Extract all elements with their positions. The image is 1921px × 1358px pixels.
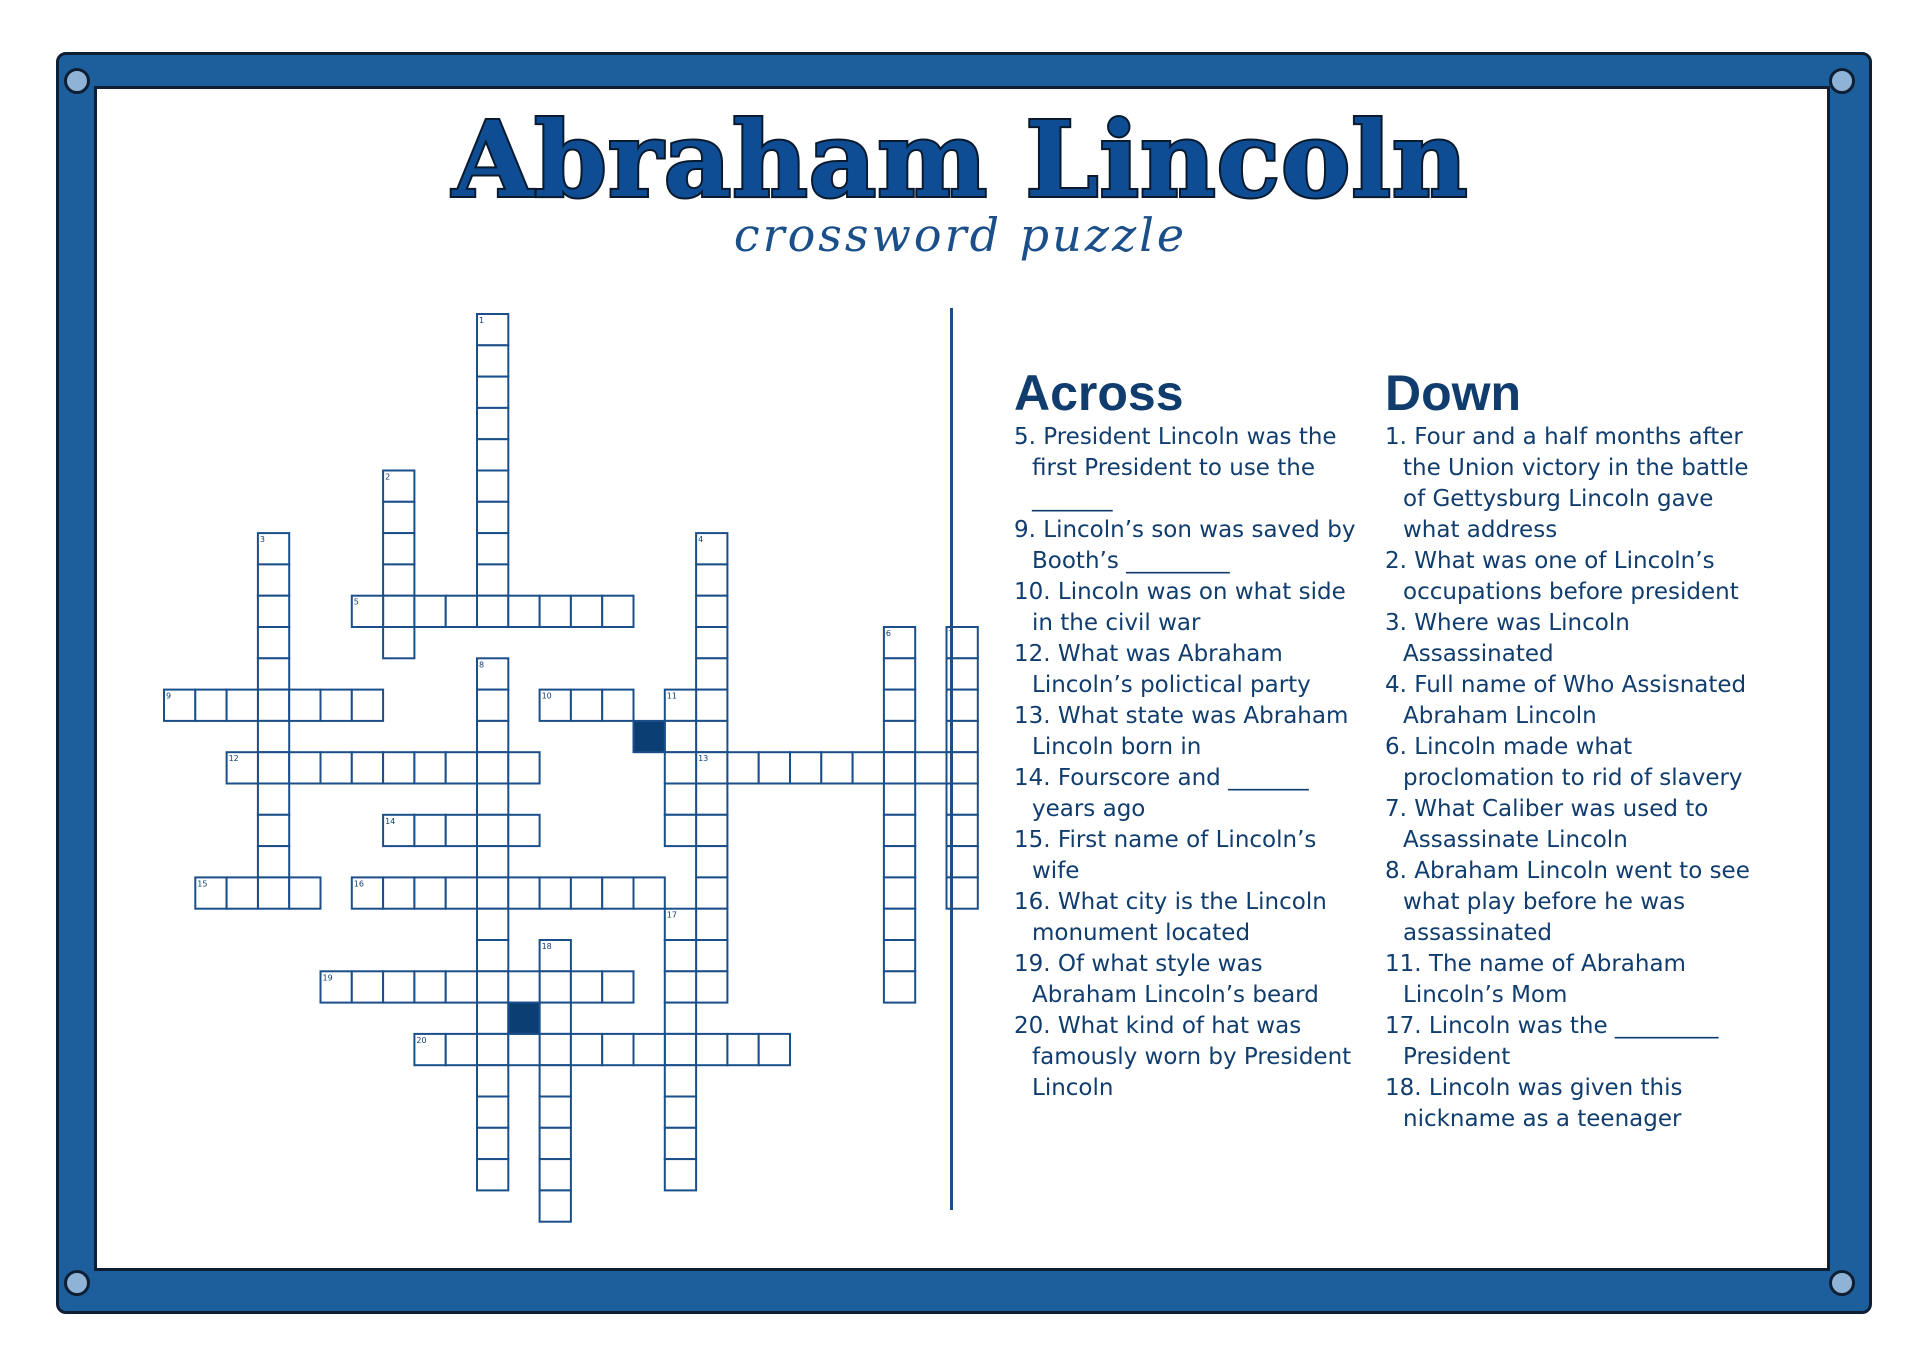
- down-clue: 1. Four and a half months after the Union victory in the battle of Gettysburg Lincoln gave what address: [1385, 424, 1749, 543]
- grid-cell[interactable]: [477, 690, 508, 721]
- grid-cell[interactable]: [477, 1159, 508, 1190]
- grid-cell[interactable]: [571, 690, 602, 721]
- grid-cell[interactable]: [414, 752, 445, 783]
- grid-cell[interactable]: [884, 815, 915, 846]
- grid-cell[interactable]: [727, 752, 758, 783]
- grid-cell[interactable]: [696, 690, 727, 721]
- grid-cell[interactable]: [634, 1034, 665, 1065]
- clue-number: 8: [479, 660, 485, 670]
- grid-cell[interactable]: [258, 690, 289, 721]
- down-clues: [1385, 365, 1770, 1135]
- grid-cell[interactable]: [540, 971, 571, 1002]
- grid-cell[interactable]: [477, 439, 508, 470]
- grid-cell[interactable]: [884, 784, 915, 815]
- grid-cell[interactable]: [884, 909, 915, 940]
- grid-cell[interactable]: [446, 596, 477, 627]
- grid-cell[interactable]: [477, 721, 508, 752]
- grid-cell[interactable]: [414, 877, 445, 908]
- grid-cell[interactable]: [696, 815, 727, 846]
- grid-cell[interactable]: [477, 784, 508, 815]
- grid-cell[interactable]: [477, 564, 508, 595]
- clue-number: 12: [228, 754, 239, 764]
- down-clue: 11. The name of Abraham Lincoln’s Mom: [1385, 951, 1686, 1008]
- grid-cell[interactable]: [477, 1128, 508, 1159]
- grid-cell[interactable]: [540, 1003, 571, 1034]
- clue-number: 18: [541, 942, 552, 951]
- grid-cell[interactable]: [665, 784, 696, 815]
- grid-cell[interactable]: [477, 846, 508, 877]
- across-clue: 12. What was Abraham Lincoln’s polictical party: [1014, 641, 1311, 698]
- clue-number: 11: [666, 691, 677, 701]
- grid-cell[interactable]: [289, 690, 320, 721]
- down-clue: 7. What Caliber was used to Assassinate Lincoln: [1385, 796, 1709, 853]
- grid-cell[interactable]: [665, 752, 696, 783]
- grid-cell[interactable]: [727, 1034, 758, 1065]
- grid-cell[interactable]: [477, 971, 508, 1002]
- grid-cell[interactable]: [477, 377, 508, 408]
- grid-cell[interactable]: [884, 721, 915, 752]
- across-clue: 15. First name of Lincoln’s wife: [1014, 827, 1317, 884]
- grid-cell[interactable]: [821, 752, 852, 783]
- grid-cell[interactable]: [602, 596, 633, 627]
- grid-cell[interactable]: [540, 1128, 571, 1159]
- grid-cell[interactable]: [540, 877, 571, 908]
- grid-cell[interactable]: [602, 971, 633, 1002]
- down-clue: 3. Where was Lincoln Assassinated: [1385, 610, 1630, 667]
- grid-cell[interactable]: [665, 1159, 696, 1190]
- grid-cell[interactable]: [696, 721, 727, 752]
- grid-cell[interactable]: [665, 721, 696, 752]
- grid-cell[interactable]: [508, 1034, 539, 1065]
- grid-cell[interactable]: [258, 721, 289, 752]
- grid-cell[interactable]: [258, 784, 289, 815]
- grid-cell[interactable]: [446, 1034, 477, 1065]
- grid-cell[interactable]: [884, 940, 915, 971]
- grid-cell[interactable]: [258, 596, 289, 627]
- grid-cell[interactable]: [383, 971, 414, 1002]
- grid-cell[interactable]: [884, 846, 915, 877]
- across-clue: 9. Lincoln’s son was saved by Booth’s _________: [1014, 517, 1356, 574]
- page-title: Abraham Lincoln: [452, 98, 1469, 221]
- grid-cell[interactable]: [383, 533, 414, 564]
- down-clue: 2. What was one of Lincoln’s occupations before president: [1385, 548, 1739, 605]
- grid-cell[interactable]: [696, 564, 727, 595]
- grid-cell[interactable]: [477, 752, 508, 783]
- grid-cell[interactable]: [665, 1034, 696, 1065]
- grid-cell[interactable]: [853, 752, 884, 783]
- down-clue: 18. Lincoln was given this nickname as a teenager: [1385, 1075, 1683, 1132]
- grid-cell[interactable]: [383, 627, 414, 658]
- clue-number: 20: [416, 1035, 427, 1045]
- grid-cell[interactable]: [696, 596, 727, 627]
- grid-cell[interactable]: [477, 1003, 508, 1034]
- shaded-cell: [508, 1003, 539, 1034]
- grid-cell[interactable]: [696, 877, 727, 908]
- grid-cell[interactable]: [540, 1159, 571, 1190]
- grid-cell[interactable]: [665, 1128, 696, 1159]
- grid-cell[interactable]: [258, 877, 289, 908]
- grid-cell[interactable]: [446, 815, 477, 846]
- down-clue: 4. Full name of Who Assisnated Abraham Lincoln: [1385, 672, 1747, 729]
- grid-cell[interactable]: [696, 658, 727, 689]
- grid-cell[interactable]: [321, 752, 352, 783]
- clue-number: 2: [385, 472, 391, 482]
- grid-cell[interactable]: [477, 408, 508, 439]
- grid-cell[interactable]: [477, 940, 508, 971]
- grid-cell[interactable]: [665, 940, 696, 971]
- grid-cell[interactable]: [258, 564, 289, 595]
- clue-number: 6: [885, 629, 891, 638]
- grid-cell[interactable]: [258, 846, 289, 877]
- grid-cell[interactable]: [665, 971, 696, 1002]
- down-heading: Down: [1385, 365, 1522, 421]
- grid-cell[interactable]: [477, 345, 508, 376]
- grid-cell[interactable]: [414, 815, 445, 846]
- grid-cell[interactable]: [321, 690, 352, 721]
- clue-number: 1: [479, 316, 485, 325]
- grid-cell[interactable]: [759, 1034, 790, 1065]
- grid-cell[interactable]: [696, 940, 727, 971]
- grid-cell[interactable]: [477, 1065, 508, 1096]
- grid-cell[interactable]: [634, 877, 665, 908]
- grid-cell[interactable]: [884, 971, 915, 1002]
- clue-number: 10: [541, 691, 552, 701]
- shaded-cell: [634, 721, 665, 752]
- clue-number: 15: [197, 879, 208, 889]
- clue-number: 16: [353, 879, 364, 889]
- grid-cell[interactable]: [508, 815, 539, 846]
- clue-number: 17: [666, 910, 677, 920]
- across-clue: 20. What kind of hat was famously worn by President Lincoln: [1014, 1013, 1352, 1101]
- grid-cell[interactable]: [696, 846, 727, 877]
- across-clue: 14. Fourscore and _______ years ago: [1014, 765, 1309, 822]
- grid-cell[interactable]: [258, 752, 289, 783]
- grid-cell[interactable]: [477, 1034, 508, 1065]
- clue-number: 9: [166, 691, 172, 701]
- grid-cell[interactable]: [571, 971, 602, 1002]
- across-clue: 13. What state was Abraham Lincoln born in: [1014, 703, 1349, 760]
- grid-cell[interactable]: [477, 596, 508, 627]
- grid-cell[interactable]: [602, 690, 633, 721]
- grid-cell[interactable]: [289, 752, 320, 783]
- grid-cell[interactable]: [915, 752, 946, 783]
- grid-cell[interactable]: [258, 627, 289, 658]
- grid-cell[interactable]: [352, 971, 383, 1002]
- grid-cell[interactable]: [665, 1097, 696, 1128]
- grid-cell[interactable]: [602, 877, 633, 908]
- across-clue: 5. President Lincoln was the first President to use the _______: [1014, 424, 1337, 512]
- across-clue: 10. Lincoln was on what side in the civil war: [1014, 579, 1346, 636]
- grid-cell[interactable]: [227, 690, 258, 721]
- grid-cell[interactable]: [477, 877, 508, 908]
- grid-cell[interactable]: [508, 971, 539, 1002]
- down-clue: 8. Abraham Lincoln went to see what play before he was assassinated: [1385, 858, 1750, 946]
- grid-cell[interactable]: [383, 877, 414, 908]
- grid-cell[interactable]: [508, 752, 539, 783]
- clue-number: 3: [259, 535, 265, 545]
- grid-cell[interactable]: [446, 752, 477, 783]
- grid-cell[interactable]: [540, 1065, 571, 1096]
- grid-cell[interactable]: [884, 877, 915, 908]
- grid-cell[interactable]: [571, 1034, 602, 1065]
- grid-cell[interactable]: [414, 596, 445, 627]
- grid-cell[interactable]: [508, 596, 539, 627]
- grid-cell[interactable]: [759, 752, 790, 783]
- grid-cell[interactable]: [414, 971, 445, 1002]
- grid-cell[interactable]: [665, 1003, 696, 1034]
- grid-cell[interactable]: [383, 752, 414, 783]
- grid-cell[interactable]: [477, 815, 508, 846]
- grid-cell[interactable]: [696, 971, 727, 1002]
- grid-cell[interactable]: [383, 564, 414, 595]
- grid-cell[interactable]: [665, 1065, 696, 1096]
- across-clues: [1014, 365, 1364, 1104]
- grid-cell[interactable]: [289, 877, 320, 908]
- grid-cell[interactable]: [477, 471, 508, 502]
- grid-cell[interactable]: [352, 752, 383, 783]
- grid-cell[interactable]: [540, 596, 571, 627]
- clue-number: 5: [353, 597, 359, 607]
- grid-cell[interactable]: [477, 1097, 508, 1128]
- grid-cell[interactable]: [477, 909, 508, 940]
- grid-cell[interactable]: [571, 596, 602, 627]
- grid-cell[interactable]: [696, 784, 727, 815]
- grid-cell[interactable]: [508, 877, 539, 908]
- grid-cell[interactable]: [446, 971, 477, 1002]
- grid-cell[interactable]: [884, 690, 915, 721]
- grid-cell[interactable]: [790, 752, 821, 783]
- grid-cell[interactable]: [540, 1097, 571, 1128]
- grid-cell[interactable]: [696, 1034, 727, 1065]
- across-heading: Across: [1014, 365, 1184, 421]
- grid-cell[interactable]: [195, 690, 226, 721]
- grid-cell[interactable]: [383, 596, 414, 627]
- grid-cell[interactable]: [884, 658, 915, 689]
- clue-number: 4: [698, 535, 704, 545]
- grid-cell[interactable]: [540, 1034, 571, 1065]
- clue-number: 19: [322, 973, 333, 983]
- grid-cell[interactable]: [258, 658, 289, 689]
- across-clue: 19. Of what style was Abraham Lincoln’s beard: [1014, 951, 1319, 1008]
- down-clue: 6. Lincoln made what proclomation to rid of slavery: [1385, 734, 1743, 791]
- grid-cell[interactable]: [477, 533, 508, 564]
- grid-cell[interactable]: [602, 1034, 633, 1065]
- grid-cell[interactable]: [540, 1190, 571, 1221]
- grid-cell[interactable]: [258, 815, 289, 846]
- clue-number: 14: [385, 816, 396, 826]
- down-clue: 17. Lincoln was the _________ President: [1385, 1013, 1719, 1070]
- page-subtitle: crossword puzzle: [733, 208, 1188, 262]
- grid-cell[interactable]: [665, 815, 696, 846]
- grid-cell[interactable]: [477, 502, 508, 533]
- grid-cell[interactable]: [884, 752, 915, 783]
- grid-cell[interactable]: [446, 877, 477, 908]
- grid-cell[interactable]: [352, 690, 383, 721]
- grid-cell[interactable]: [571, 877, 602, 908]
- clue-number: 13: [698, 754, 709, 764]
- across-clue: 16. What city is the Lincoln monument located: [1014, 889, 1327, 946]
- grid-cell[interactable]: [696, 627, 727, 658]
- grid-cell[interactable]: [696, 909, 727, 940]
- grid-cell[interactable]: [227, 877, 258, 908]
- grid-cell[interactable]: [383, 502, 414, 533]
- column-divider: [950, 308, 953, 1210]
